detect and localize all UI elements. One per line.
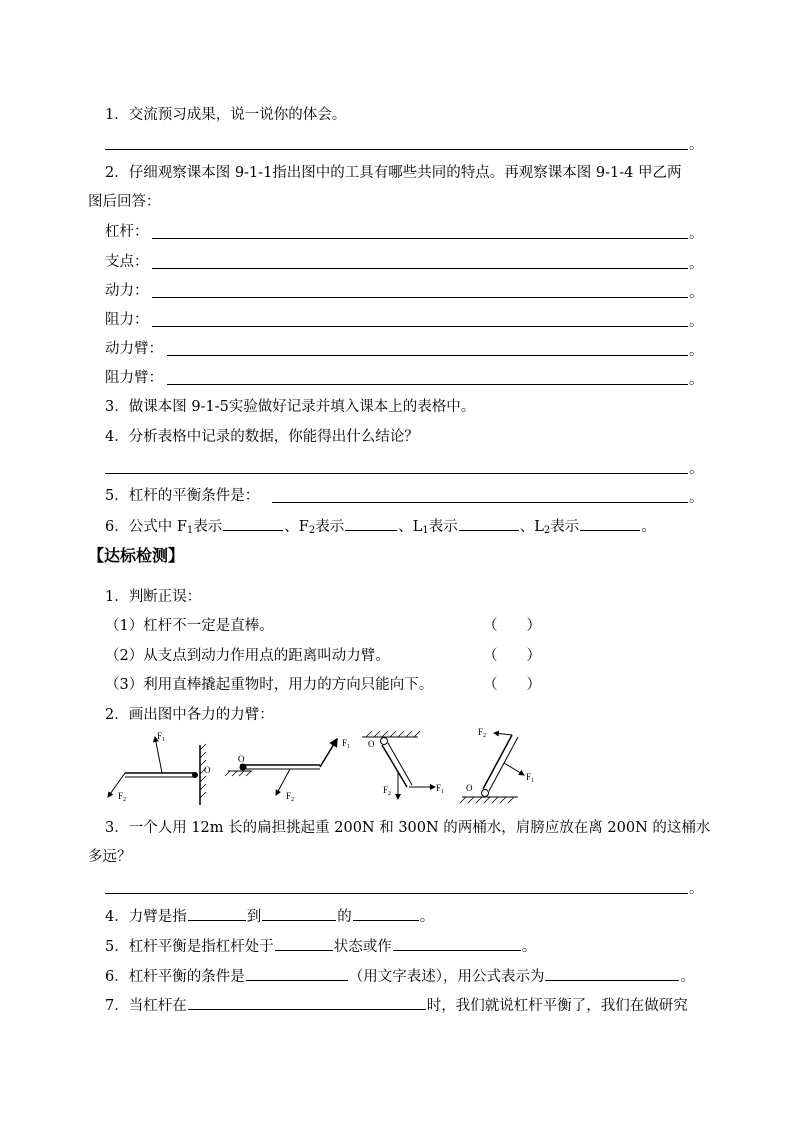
period: 。: [689, 343, 704, 359]
q6-prefix: 6．公式中: [105, 519, 177, 535]
answer-line-lever[interactable]: [152, 238, 688, 239]
check-question-2: 2．画出图中各力的力臂：: [105, 707, 274, 723]
blank-q6-2[interactable]: [545, 966, 679, 981]
label-o: O: [368, 739, 375, 749]
blank-q4-3[interactable]: [353, 906, 419, 921]
blank-q4-2[interactable]: [262, 906, 336, 921]
label-o: O: [204, 765, 211, 775]
answer-line-q1[interactable]: [105, 149, 688, 150]
answer-line-check-q3[interactable]: [105, 893, 688, 894]
q7-part-a: 7．当杠杆在: [105, 998, 187, 1014]
label-represents: 表示: [550, 519, 580, 535]
label-o: O: [466, 783, 473, 793]
question-6: [105, 516, 656, 541]
blank-f2[interactable]: [345, 516, 397, 531]
subscript: 1: [422, 525, 429, 536]
period: 。: [689, 256, 704, 272]
label-f2: $F_2$: [383, 785, 392, 797]
blank-l1[interactable]: [459, 516, 519, 531]
question-1: 1．交流预习成果，说一说你的体会。: [105, 107, 347, 123]
judgment-3-paren[interactable]: （ ）: [483, 677, 541, 693]
blank-l2[interactable]: [580, 516, 640, 531]
diagram-3: [362, 731, 444, 799]
judgment-2: （2）从支点到动力作用点的距离叫动力臂。: [105, 648, 390, 664]
question-2-line2: 图后回答：: [88, 194, 161, 210]
label-f2: $F_2$: [118, 791, 127, 803]
question-4: 4．分析表格中记录的数据，你能得出什么结论？: [105, 429, 419, 445]
answer-line-effort-arm[interactable]: [167, 355, 688, 356]
label-represents: 表示: [193, 519, 223, 535]
blank-q4-1[interactable]: [188, 906, 246, 921]
symbol-l: 、L: [519, 519, 544, 535]
check-question-7: [105, 995, 688, 1016]
section-heading: 【达标检测】: [88, 546, 185, 565]
label-f2: $F_2$: [286, 791, 295, 803]
blank-q5-2[interactable]: [393, 936, 521, 951]
check-question-4: [105, 906, 434, 927]
q5-part-a: 5．杠杆平衡是指杠杆处于: [105, 939, 274, 955]
period: 。: [689, 881, 704, 897]
period: 。: [689, 137, 704, 153]
symbol-f: F: [176, 519, 187, 535]
label-represents: 表示: [428, 519, 458, 535]
subscript: 2: [543, 525, 551, 536]
q4-part-d: 。: [419, 909, 435, 925]
judgment-1-paren[interactable]: （ ）: [483, 618, 541, 634]
period: 。: [689, 314, 704, 330]
period: 。: [689, 490, 704, 506]
diagram-1: [108, 731, 211, 805]
answer-line-fulcrum[interactable]: [152, 268, 688, 269]
q5-part-c: 。: [521, 939, 537, 955]
term-effort: 动力：: [105, 283, 149, 299]
q6-part-b: （用文字表述），用公式表示为: [348, 969, 545, 985]
q4-part-a: 4．力臂是指: [105, 909, 187, 925]
term-fulcrum: 支点：: [105, 254, 149, 270]
label-o: O: [238, 754, 245, 764]
judgment-1: （1）杠杆不一定是直棒。: [105, 618, 274, 634]
judgment-2-paren[interactable]: （ ）: [483, 648, 541, 664]
answer-line-resistance[interactable]: [152, 326, 688, 327]
term-resistance: 阻力：: [105, 312, 149, 328]
label-f1: $F_1$: [526, 772, 535, 784]
symbol-f: 、F: [284, 519, 309, 535]
check-question-3-line1: 3．一个人用 12m 长的扁担挑起重 200N 和 300N 的两桶水，肩膀应放在离 200N 的这桶水: [105, 820, 711, 836]
period: 。: [689, 226, 704, 242]
symbol-l: 、L: [398, 519, 423, 535]
q7-part-b: 时，我们就说杠杆平衡了，我们在做研究: [426, 998, 688, 1014]
q4-part-b: 到: [246, 909, 262, 925]
q5-part-b: 状态或作: [333, 939, 392, 955]
check-question-1: 1．判断正误：: [105, 589, 202, 605]
term-lever: 杠杆：: [105, 224, 149, 240]
answer-line-resistance-arm[interactable]: [167, 384, 688, 385]
label-f1: $F_1$: [157, 731, 166, 743]
q4-part-c: 的: [337, 909, 352, 925]
blank-q7-1[interactable]: [188, 995, 426, 1010]
lever-diagrams: [100, 725, 540, 805]
label-f1: $F_1$: [342, 738, 351, 750]
period: 。: [641, 519, 656, 535]
check-question-3-line2: 多远？: [88, 849, 132, 865]
question-5: 5．杠杆的平衡条件是：: [105, 488, 260, 504]
label-f1: $F_1$: [436, 783, 445, 795]
q6-part-a: 6．杠杆平衡的条件是: [105, 969, 245, 985]
period: 。: [689, 461, 704, 477]
blank-q5-1[interactable]: [275, 936, 333, 951]
term-effort-arm: 动力臂：: [105, 341, 163, 357]
answer-line-q5[interactable]: [272, 502, 688, 503]
blank-q6-1[interactable]: [246, 966, 348, 981]
label-f2: $F_2$: [478, 727, 487, 739]
check-question-6: [105, 966, 695, 987]
judgment-3: （3）利用直棒撬起重物时，用力的方向只能向下。: [105, 677, 434, 693]
diagram-2: [225, 738, 350, 803]
answer-line-q4[interactable]: [105, 473, 688, 474]
period: 。: [689, 285, 704, 301]
check-question-5: [105, 936, 536, 957]
question-3: 3．做课本图 9-1-5实验做好记录并填入课本上的表格中。: [105, 399, 476, 415]
blank-f1[interactable]: [223, 516, 283, 531]
period: 。: [689, 372, 704, 388]
subscript: 1: [186, 525, 194, 536]
term-resistance-arm: 阻力臂：: [105, 370, 163, 386]
label-represents: 表示: [315, 519, 345, 535]
diagram-4: [460, 727, 534, 803]
q6-part-c: 。: [680, 969, 695, 985]
question-2-line1: 2．仔细观察课本图 9-1-1指出图中的工具有哪些共同的特点。再观察课本图 9-1-4 甲乙两: [105, 165, 682, 181]
subscript: 2: [308, 525, 316, 536]
answer-line-effort[interactable]: [152, 297, 688, 298]
